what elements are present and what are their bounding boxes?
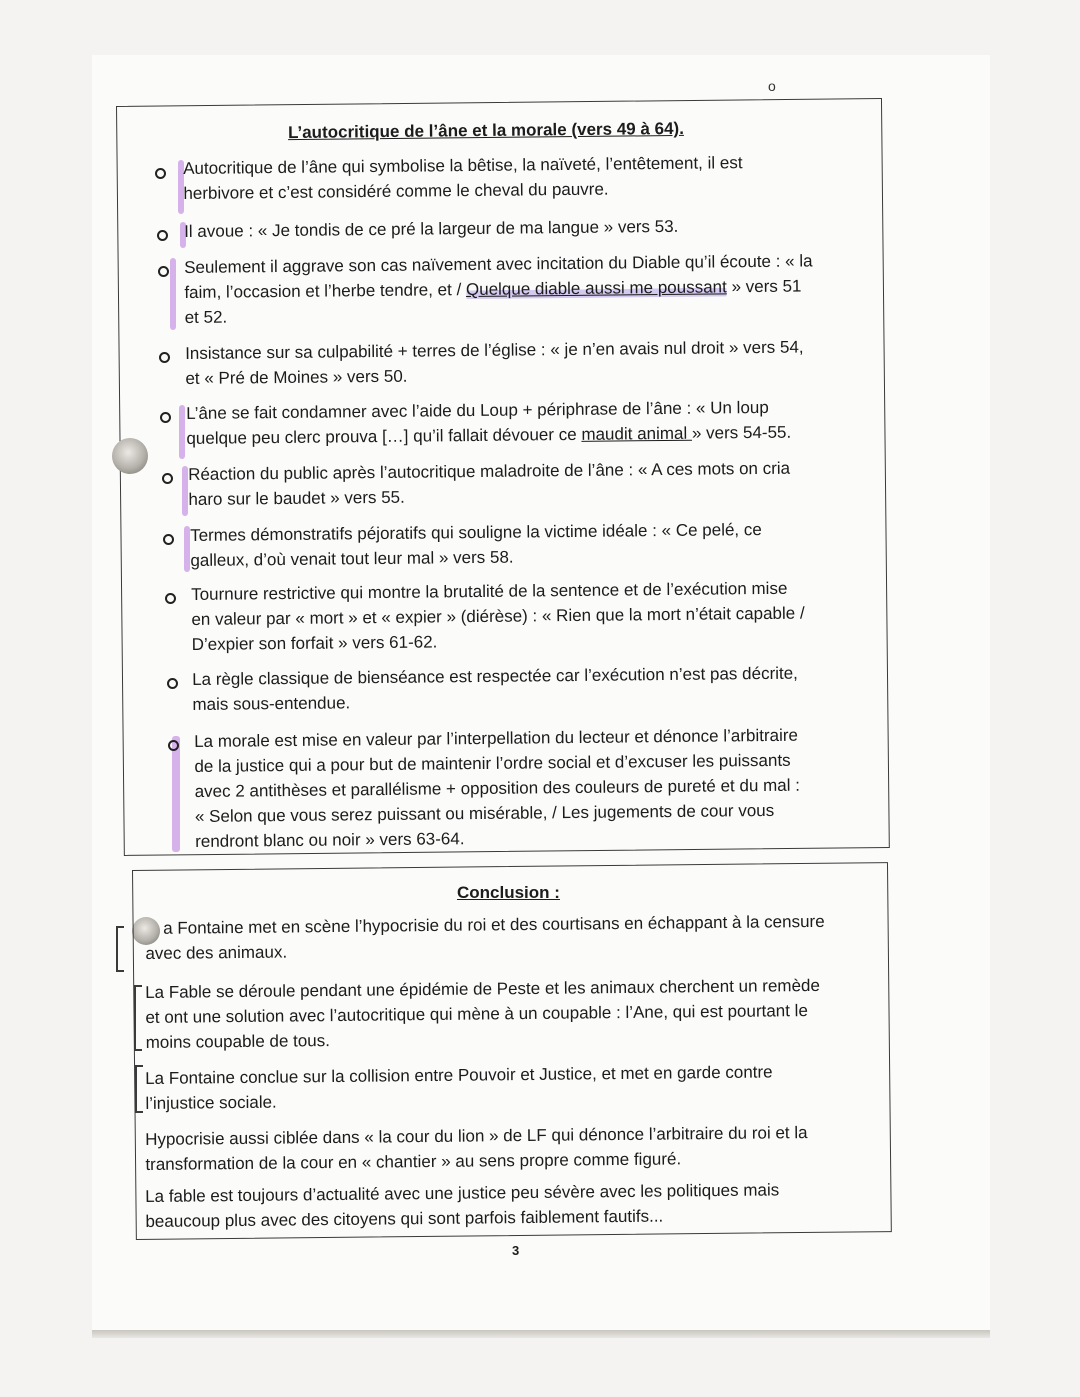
highlight-mark xyxy=(184,526,190,572)
bullet-icon xyxy=(168,740,179,751)
bullet-icon xyxy=(165,593,176,604)
list-item: L’âne se fait condamner avec l’aide du Loup + périphrase de l’âne : « Un loup quelque peu clerc prouva […] qu’il fallait dévouer ce maudit animal » vers 54-55. xyxy=(186,397,792,448)
highlight-mark xyxy=(170,258,176,330)
corner-mark: o xyxy=(768,78,776,94)
list-item: La règle classique de bienséance est respectée car l’exécution n’est pas décrite, mais sous-entendue. xyxy=(192,663,798,714)
list-item: Autocritique de l’âne qui symbolise la bêtise, la naïveté, l’entêtement, il est herbivore et c’est considéré comme le cheval du pauvre. xyxy=(183,153,743,203)
conclusion-paragraph: La Fontaine conclue sur la collision entre Pouvoir et Justice, et met en garde contre l’injustice sociale. xyxy=(145,1062,773,1113)
bullet-icon xyxy=(162,473,173,484)
list-item: Il avoue : « Je tondis de ce pré la largeur de ma langue » vers 53. xyxy=(184,216,679,241)
highlight-mark xyxy=(179,405,185,459)
bullet-icon xyxy=(159,352,170,363)
list-item: Réaction du public après l’autocritique maladroite de l’âne : « A ces mots on cria haro sur le baudet » vers 55. xyxy=(188,458,791,509)
bracket-mark xyxy=(116,926,124,972)
page-number: 3 xyxy=(512,1243,520,1258)
bullet-icon xyxy=(167,678,178,689)
section-title: L’autocritique de l’âne et la morale (vers 49 à 64). xyxy=(287,118,684,143)
list-item: Tournure restrictive qui montre la brutalité de la sentence et de l’exécution mise en valeur par « mort » et « expier » (diérèse) : « Rien que la mort n’était capable / D’expier son forfait » vers 61-62. xyxy=(191,578,805,654)
highlight-mark xyxy=(182,466,188,516)
bullet-icon xyxy=(155,168,166,179)
bracket-mark xyxy=(134,985,142,1051)
conclusion-paragraph: Hypocrisie aussi ciblée dans « la cour du lion » de LF qui dénonce l’arbitraire du roi et la transformation de la cour en « chantier » au sens propre comme figuré. xyxy=(145,1123,808,1174)
conclusion-title: Conclusion : xyxy=(457,883,560,902)
conclusion-paragraph: La fable est toujours d’actualité avec une justice peu sévère avec les politiques mais beaucoup plus avec des citoyens qui sont parfois faiblement fautifs... xyxy=(145,1180,780,1231)
list-item: Termes démonstratifs péjoratifs qui souligne la victime idéale : « Ce pelé, ce galleux, d’où venait tout leur mal » vers 58. xyxy=(190,520,762,570)
punch-hole xyxy=(112,438,148,474)
bullet-icon xyxy=(163,534,174,545)
highlight-mark xyxy=(172,736,180,852)
list-item: La morale est mise en valeur par l’interpellation du lecteur et dénonce l’arbitraire de la justice qui a pour but de maintenir l’ordre social et d’excuser les puissants avec 2 antithèses et parallélisme + opposition des couleurs de pureté et du mal : « Selon que vous serez puissant ou misérable, / Les jugements de cour vous rendront blanc ou noir » vers 63-64. xyxy=(194,725,801,851)
page-edge-shadow xyxy=(92,1330,990,1338)
bracket-mark xyxy=(135,1065,143,1113)
conclusion-paragraph: a Fontaine met en scène l’hypocrisie du roi et des courtisans en échappant à la censure avec des animaux. xyxy=(145,911,825,963)
bullet-icon xyxy=(158,266,169,277)
bullet-icon xyxy=(157,230,168,241)
list-item: Seulement il aggrave son cas naïvement avec incitation du Diable qu’il écoute : « la faim, l’occasion et l’herbe tendre, et / Quelque diable aussi me poussant » vers 51 et 52. xyxy=(184,251,813,327)
list-item: Insistance sur sa culpabilité + terres de l’église : « je n’en avais nul droit » vers 54, et « Pré de Moines » vers 50. xyxy=(185,337,804,388)
bullet-icon xyxy=(160,412,171,423)
conclusion-paragraph: La Fable se déroule pendant une épidémie de Peste et les animaux cherchent un remède et ont une solution avec l’autocritique qui mène à un coupable : l’Ane, qui est pourtant le moins coupable de tous. xyxy=(145,975,820,1052)
